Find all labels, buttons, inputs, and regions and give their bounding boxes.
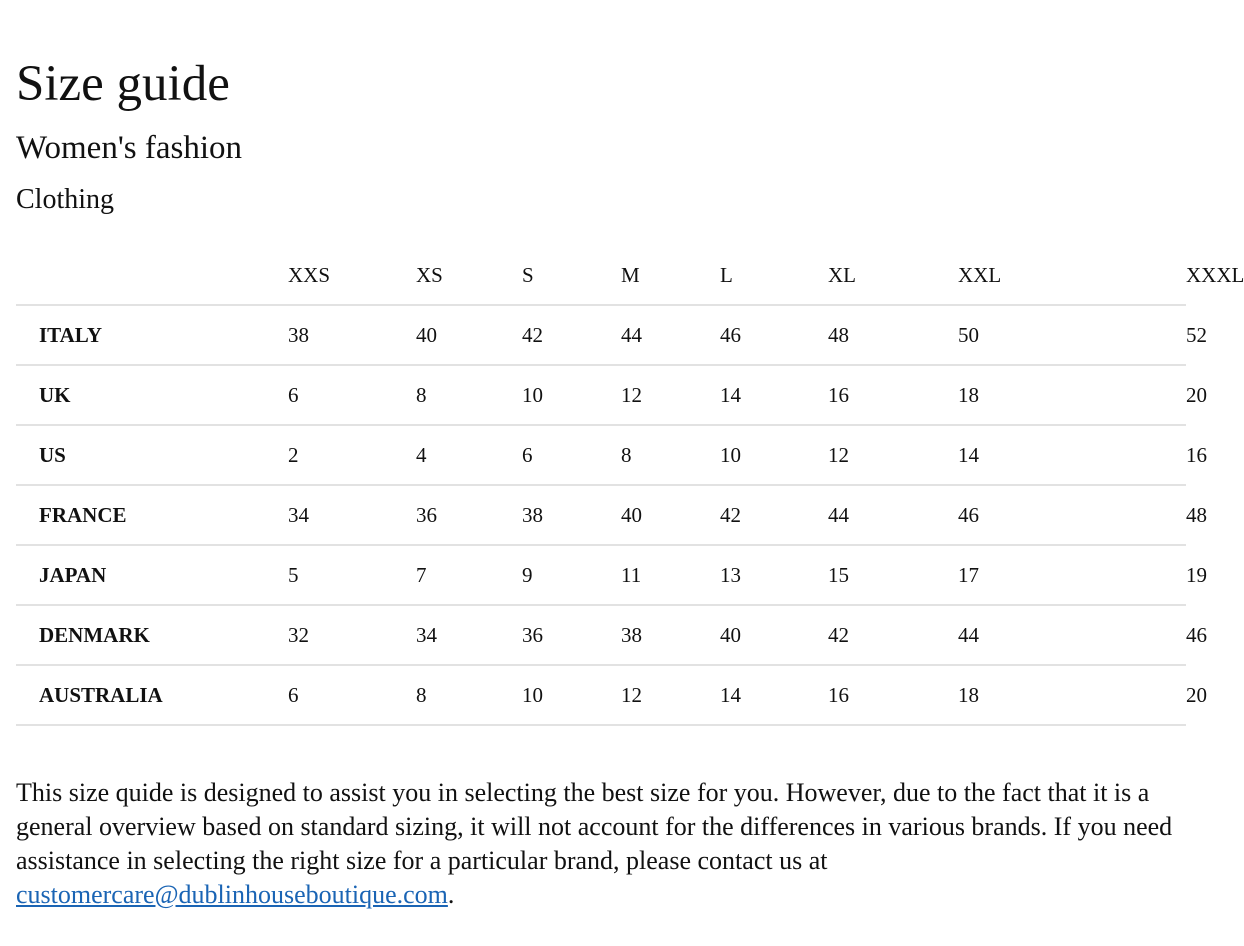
size-value-cell: 17: [958, 545, 1186, 605]
table-row: FRANCE 34 36 38 40 42 44 46 48: [16, 485, 1186, 545]
size-value-cell: 36: [522, 605, 621, 665]
size-value-cell: 18: [958, 665, 1186, 725]
country-label: ITALY: [16, 305, 288, 365]
size-value-cell: 6: [288, 665, 416, 725]
size-value-cell: 16: [828, 665, 958, 725]
size-table-body: [16, 305, 1207, 725]
size-value-cell: 9: [522, 545, 621, 605]
table-row: AUSTRALIA 6 8 10 12 14 16 18 20: [16, 665, 1186, 725]
size-value-cell: 46: [720, 305, 828, 365]
country-label: DENMARK: [16, 605, 288, 665]
category-heading: Clothing: [16, 184, 115, 215]
size-value-cell: 42: [522, 305, 621, 365]
table-row: UK 6 8 10 12 14 16 18 20: [16, 365, 1186, 425]
size-value-cell: 12: [828, 425, 958, 485]
size-value-cell: 10: [522, 365, 621, 425]
size-value-cell: 44: [828, 485, 958, 545]
size-value-cell: 16: [828, 365, 958, 425]
size-value-cell: 34: [416, 605, 522, 665]
size-value-cell: 48: [828, 305, 958, 365]
size-value-cell: 8: [621, 425, 720, 485]
size-value-cell: 34: [288, 485, 416, 545]
header-cell-empty: [16, 246, 288, 305]
size-value-cell: 14: [958, 425, 1186, 485]
size-value-cell: 44: [621, 305, 720, 365]
size-value-cell: 44: [958, 605, 1186, 665]
size-value-cell: 7: [416, 545, 522, 605]
size-value-cell: 40: [720, 605, 828, 665]
size-value-cell: 12: [621, 365, 720, 425]
size-value-cell: 5: [288, 545, 416, 605]
country-label: JAPAN: [16, 545, 288, 605]
size-value-cell: 15: [828, 545, 958, 605]
page-title: Size guide: [16, 56, 230, 112]
size-value-cell: 40: [416, 305, 522, 365]
size-value-cell: 12: [621, 665, 720, 725]
table-row: DENMARK 32 34 36 38 40 42 44 46: [16, 605, 1186, 665]
country-label: FRANCE: [16, 485, 288, 545]
header-cell-xs: XS: [416, 246, 522, 305]
size-value-cell: 38: [288, 305, 416, 365]
table-row: ITALY 38 40 42 44 46 48 50 52: [16, 305, 1186, 365]
size-value-cell: 14: [720, 365, 828, 425]
table-row: US 2 4 6 8 10 12 14 16: [16, 425, 1186, 485]
size-value-cell: 13: [720, 545, 828, 605]
header-cell-xxl: XXL: [958, 246, 1186, 305]
note-text: This size quide is designed to assist you in selecting the best size for you. However, due to the fact that it is a general overview based on standard sizing, it will not account for the differences in various brands. If you need assistance in selecting the right size for a particular brand, please contact us at: [16, 778, 1173, 875]
size-value-cell: 46: [958, 485, 1186, 545]
size-value-cell: 6: [522, 425, 621, 485]
note-trailing: .: [447, 880, 455, 909]
header-cell-m: M: [621, 246, 720, 305]
size-value-cell: 4: [416, 425, 522, 485]
size-table-header-row: XXS XS S M L XL XXL XXXL: [16, 246, 1186, 305]
size-value-cell: 18: [958, 365, 1186, 425]
size-guide-note: [16, 776, 1188, 912]
size-value-cell: 40: [621, 485, 720, 545]
header-cell-xxs: XXS: [288, 246, 416, 305]
size-value-cell: 32: [288, 605, 416, 665]
size-value-cell: 11: [621, 545, 720, 605]
size-value-cell: 6: [288, 365, 416, 425]
size-value-cell: 36: [416, 485, 522, 545]
size-value-cell: 2: [288, 425, 416, 485]
size-value-cell: 10: [720, 425, 828, 485]
size-value-cell: 14: [720, 665, 828, 725]
size-value-cell: 38: [621, 605, 720, 665]
size-value-cell: 50: [958, 305, 1186, 365]
customer-care-email-link[interactable]: customercare@dublinhouseboutique.com: [16, 880, 448, 909]
size-value-cell: 8: [416, 365, 522, 425]
size-value-cell: 38: [522, 485, 621, 545]
header-cell-l: L: [720, 246, 828, 305]
table-row: JAPAN 5 7 9 11 13 15 17 19: [16, 545, 1186, 605]
country-label: US: [16, 425, 288, 485]
size-value-cell: 42: [828, 605, 958, 665]
size-table: [16, 246, 1244, 726]
header-cell-s: S: [522, 246, 621, 305]
country-label: UK: [16, 365, 288, 425]
size-value-cell: 10: [522, 665, 621, 725]
page-subtitle: Women's fashion: [16, 130, 243, 166]
size-value-cell: 8: [416, 665, 522, 725]
header-cell-xl: XL: [828, 246, 958, 305]
country-label: AUSTRALIA: [16, 665, 288, 725]
size-value-cell: 42: [720, 485, 828, 545]
